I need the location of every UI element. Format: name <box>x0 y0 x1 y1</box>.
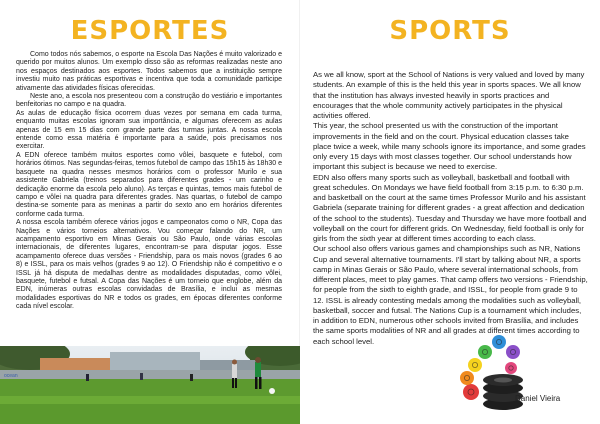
left-body <box>16 51 282 312</box>
left-paragraph: A EDN oferece também muitos esportes como vôlei, basquete e futebol, com horários ótimos. Nas segundas-feiras, temos futebol de campo das 15h15 às 18h30 e basquete na quadra nesses mesmos horários com o professor Murilo e sua assistente Gabriela (treinos separados para diferentes grades - um carinho e dedicação enorme da escola pelo aluno). As terças e quintas, temos mais futebol de campo e vôlei na quadra para diferentes grades. Nas quartas, o futebol de campo destina-se somente para as meninas a partir do sexto ano em horários diferentes conforme cada turma. <box>16 151 282 218</box>
left-title: ESPORTES <box>70 16 230 46</box>
right-title: SPORTS <box>389 16 511 46</box>
left-paragraph: A nossa escola também oferece vários jogos e campeonatos como o NR, Copa das Nações e vários torneios alternativos. Vou começar falando do NR, um acampamento esportivo em Minas Gerais ou São Paulo, onde várias escolas internacionais, de diferentes lugares, encontram-se para disputar jogos. Esse acampamento oferece duas versões - Friendship, para os mais novos (grades 6 ao 8) e ISSL, para os mais velhos (grades 9 ao 12). O Friendship não é competitivo e o ISSL já há disputa de medalhas dentre as modalidades disputadas, como vôlei, basquete, futebol e futsal. A Copa das Nações é um torneio que englobe, além da EDN, inúmeras outras escolas convidadas de Brasília, e inclui as mesmas modalidades esportivas do NR e todos os grades, em épocas diferentes conforme cada nível escolar. <box>16 219 282 311</box>
svg-text:ocean: ocean <box>4 373 18 379</box>
right-body <box>313 70 588 347</box>
right-paragraph: As we all know, sport at the School of Nations is very valued and loved by many students. An example of this is the held this year in sports spaces. We all know that the institution has always invested heavily in sports practices and encourages that the whole community actively participates in the physical activities offered. <box>313 70 585 120</box>
left-paragraph: Neste ano, a escola nos presenteou com a construção do vestiário e importantes benfeitorias no campo e na quadra. <box>16 93 282 109</box>
left-paragraph: As aulas de educação física ocorrem duas vezes por semana em cada turma, enquanto muitas escolas ignoram sua importância, e algumas oferecem as aulas apenas de 15 em 15 dias com grande parte das turmas juntas. A nossa escola entende como essa matéria é importante para a saúde, pois precisamos nos exercitar. <box>16 109 282 151</box>
school-football-field-photo <box>0 346 300 424</box>
right-paragraph: This year, the school presented us with the construction of the important improvements in the field and on the court. Physical education classes take place twice a week, while many schools ignore its importance, and some grades only every 15 days with most classes together. Our school understands how important this subject is because we need to exercise. <box>313 121 586 172</box>
author-signature: Daniel Vieira <box>515 394 561 403</box>
left-paragraph: Como todos nós sabemos, o esporte na Escola Das Nações é muito valorizado e querido por muitos alunos. Um exemplo disso são as reformas realizadas neste ano nos espaços destinados aos esportes. Todos sabemos que a instituição sempre investiu muito nas práticas esportivas e incentiva que toda a comunidade participe ativamente das atividades físicas oferecidas. <box>16 51 282 92</box>
right-paragraph: Our school also offers various games and championships such as NR, Nations Cup and several alternative tournaments. I'll start by talking about NR, a sports camp in Minas Gerais or São Paulo, where several international schools, from different places, meet to play games. That camp offers two versions - Friendship, for people from the sixth to eighth grade, and ISSL, for people from grade 9 to 12. ISSL is already contesting medals among the modalities such as volleyball, basketball, soccer and futsal. The Nations Cup is a tournament which includes, in addition to EDN, numerous other schools invited from Brasília, and includes the same sports modalities of NR and all grades at different times according to each school level. <box>313 244 588 346</box>
right-paragraph: EDN also offers many sports such as volleyball, basketball and football with great schedules. On Mondays we have field football from 3:15 p.m. to 6:30 p.m. and basketball on the court at the same times Professor Murilo and his assistant Gabriela (separate training for different grades - a great affection and dedication of the school to the students). Tuesday and Thursday we have more football and volleyball on the court for different grids. On Wednesday, field football is only for girls from the sixth year at different times according to each class. <box>313 172 587 243</box>
